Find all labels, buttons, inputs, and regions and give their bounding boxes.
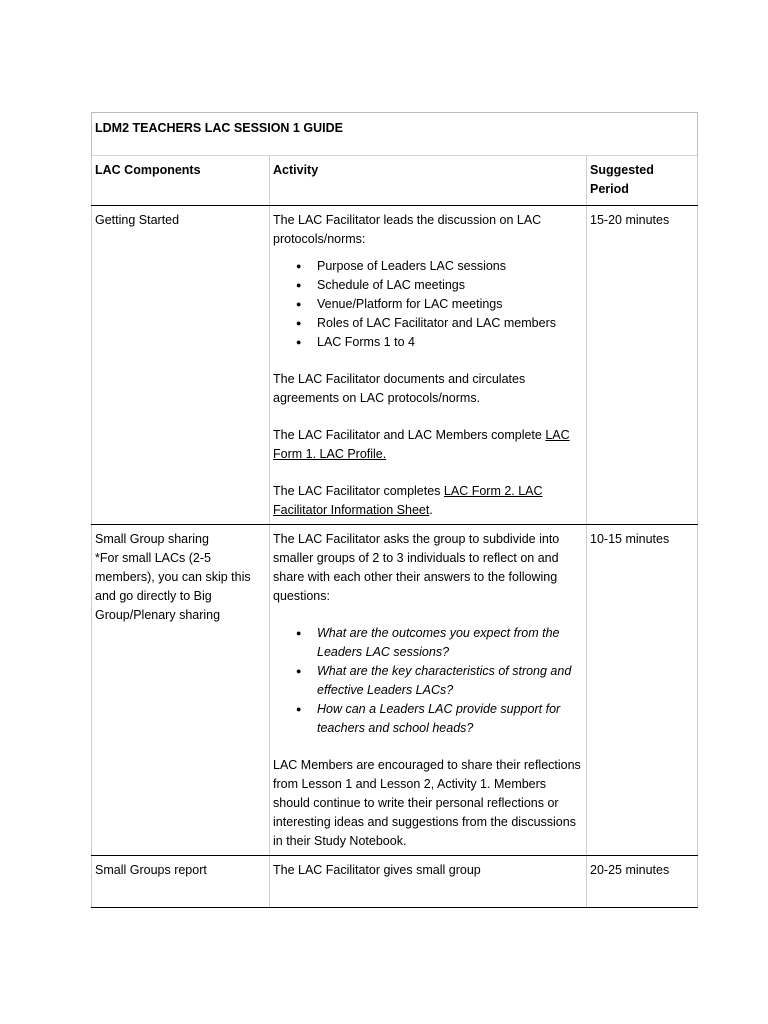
activity-intro: The LAC Facilitator gives small group xyxy=(273,863,481,877)
component-note: *For small LACs (2-5 members), you can skip this and go directly to Big Group/Plenary sharing xyxy=(95,551,251,622)
list-item: ● How can a Leaders LAC provide support for teachers and school heads? xyxy=(317,700,582,738)
activity-paragraph: The LAC Facilitator documents and circulates agreements on LAC protocols/norms. xyxy=(273,372,526,405)
activity-text: The LAC Facilitator and LAC Members complete xyxy=(273,428,546,442)
lac-form-2-link[interactable]: LAC Form 2. LAC Facilitator Information Sheet xyxy=(273,484,543,517)
period-cell xyxy=(587,525,698,856)
period-cell xyxy=(587,206,698,525)
list-item: ● Roles of LAC Facilitator and LAC members xyxy=(317,314,582,333)
questions-list xyxy=(273,624,582,738)
activity-paragraph xyxy=(273,426,582,464)
protocol-list xyxy=(273,257,582,352)
component-label: Small Groups report xyxy=(95,863,207,877)
table-row xyxy=(92,206,698,525)
period-value: 20-25 minutes xyxy=(590,863,670,877)
period-value: 15-20 minutes xyxy=(590,213,670,227)
lac-form-1-link[interactable]: LAC Form 1. LAC Profile. xyxy=(273,428,570,461)
list-item: ● What are the outcomes you expect from the Leaders LAC sessions? xyxy=(317,624,582,662)
table-row xyxy=(92,525,698,856)
component-cell xyxy=(92,856,270,908)
header-components: LAC Components xyxy=(92,156,270,206)
component-cell xyxy=(92,206,270,525)
period-cell xyxy=(587,856,698,908)
activity-cell xyxy=(270,525,587,856)
activity-paragraph: LAC Members are encouraged to share their reflections from Lesson 1 and Lesson 2, Activity 1. Members should continue to write their personal reflections or interesting ideas and suggestions from the discussions in their Study Notebook. xyxy=(273,758,581,848)
activity-cell xyxy=(270,856,587,908)
activity-text: The LAC Facilitator completes xyxy=(273,484,444,498)
component-label: Getting Started xyxy=(95,213,180,227)
table-title: LDM2 TEACHERS LAC SESSION 1 GUIDE xyxy=(92,113,698,156)
document xyxy=(91,112,697,908)
title-row xyxy=(92,113,698,156)
session-guide-table xyxy=(91,112,698,908)
activity-intro: The LAC Facilitator asks the group to subdivide into smaller groups of 2 to 3 individuals to reflect on and share with each other their answers to the following questions: xyxy=(273,532,560,603)
header-activity: Activity xyxy=(270,156,587,206)
table-row xyxy=(92,856,698,908)
list-item: ● LAC Forms 1 to 4 xyxy=(317,333,582,352)
header-row xyxy=(92,156,698,206)
period-value: 10-15 minutes xyxy=(590,532,670,546)
activity-paragraph xyxy=(273,482,582,520)
activity-text-end: . xyxy=(429,503,433,517)
component-label: Small Group sharing xyxy=(95,532,209,546)
header-period: Suggested Period xyxy=(587,156,698,206)
list-item: ● Venue/Platform for LAC meetings xyxy=(317,295,582,314)
list-item: ● What are the key characteristics of strong and effective Leaders LACs? xyxy=(317,662,582,700)
component-cell xyxy=(92,525,270,856)
activity-intro: The LAC Facilitator leads the discussion on LAC protocols/norms: xyxy=(273,213,542,246)
activity-cell xyxy=(270,206,587,525)
list-item: ● Purpose of Leaders LAC sessions xyxy=(317,257,582,276)
list-item: ● Schedule of LAC meetings xyxy=(317,276,582,295)
